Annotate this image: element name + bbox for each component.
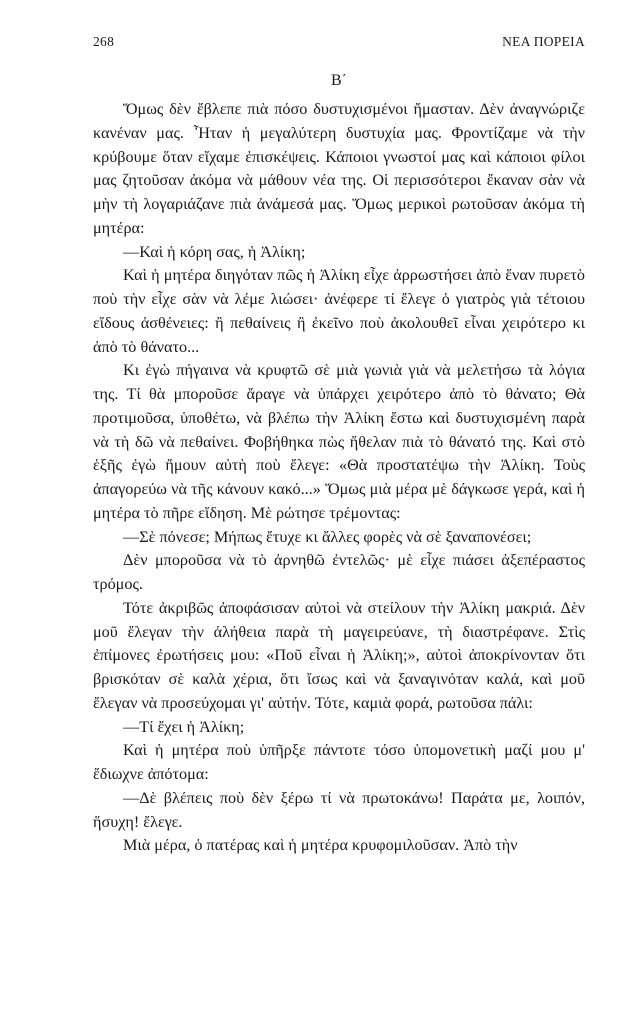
paragraph: Δὲν μποροῦσα νὰ τὸ ἀρνηθῶ ἐντελῶς· μὲ εἶχε πιάσει ἀξεπέραστος τρόμος.: [93, 551, 585, 593]
body-text: [93, 98, 585, 858]
paragraph: Καὶ ἡ μητέρα ποὺ ὑπῆρξε πάντοτε τόσο ὑπομονετικὴ μαζί μου μ' ἔδιωχνε ἀπότομα:: [93, 741, 585, 783]
paragraph: Μιὰ μέρα, ὁ πατέρας καὶ ἡ μητέρα κρυφομιλοῦσαν. Ἀπὸ τὴν: [123, 836, 518, 855]
page-number: 268: [93, 34, 115, 49]
paragraph: Καὶ ἡ μητέρα διηγόταν πῶς ἡ Ἀλίκη εἶχε ἀρρωστήσει ἀπὸ ἕναν πυρετὸ ποὺ τὴν εἶχε σὰν νὰ λέμε λιώσει· ἀνέφερε τί ἔλεγε ὁ γιατρὸς γιὰ τέτοιου εἴδους ἀσθένειες: ἢ πεθαίνεις ἢ ἐκεῖνο ποὺ ἀκολουθεῖ εἶναι χειρότερο κι ἀπὸ τὸ θάνατο...: [93, 266, 585, 356]
section-heading: Β΄: [331, 72, 347, 89]
paragraph: Ὅμως δὲν ἔβλεπε πιὰ πόσο δυστυχισμένοι ἤμασταν. Δὲν ἀναγνώριζε κανέναν μας. Ἦταν ἡ μεγαλύτερη δυστυχία μας. Φροντίζαμε νὰ τὴν κρύβουμε ὅταν εἴχαμε ἐπισκέψεις. Κάποιοι γνωστοί μας καὶ κάποιοι φίλοι μας ζητοῦσαν ἀκόμα νὰ μάθουν νέα της. Οἱ περισσότεροι ἔκαναν σὰν νὰ μὴν τὴ λογαριάζανε πιὰ ἀνάμεσά μας. Ὅμως μερικοὶ ρωτοῦσαν ἀκόμα τὴ μητέρα:: [93, 100, 585, 237]
paragraph: —Τί ἔχει ἡ Ἀλίκη;: [123, 717, 245, 736]
paragraph: —Καὶ ἡ κόρη σας, ἡ Ἀλίκη;: [123, 242, 306, 261]
page-header: [93, 34, 585, 54]
paragraph: —Σὲ πόνεσε; Μήπως ἔτυχε κι ἄλλες φορὲς νὰ σὲ ξαναπονέσει;: [123, 527, 532, 546]
paragraph: Κι ἐγὼ πήγαινα νὰ κρυφτῶ σὲ μιὰ γωνιὰ γιὰ νὰ μελετήσω τὰ λόγια της. Τί θὰ μποροῦσε ἄραγε νὰ ὑπάρχει χειρότερο ἀπὸ τὸ θάνατο; Θὰ προτιμοῦσα, ὑποθέτω, νὰ βλέπω τὴν Ἀλίκη ἔστω καὶ δυστυχισμένη παρὰ νὰ τὴ δῶ νὰ πεθαίνει. Φοβήθηκα πὼς ἤθελαν πιὰ τὸ θάνατό της. Καὶ στὸ ἑξῆς ἐγὼ ἤμουν αὐτὴ ποὺ ἔλεγε: «Θὰ προστατέψω τὴν Ἀλίκη. Τοὺς ἀπαγορεύω νὰ τῆς κάνουν κακό...» Ὅμως μιὰ μέρα μὲ δάγκωσε γερά, καὶ ἡ μητέρα τὸ πῆρε εἴδηση. Μὲ ρώτησε τρέμοντας:: [93, 361, 585, 522]
paragraph: —Δὲ βλέπεις ποὺ δὲν ξέρω τί νὰ πρωτοκάνω! Παράτα με, λοιπόν, ἥσυχη! ἔλεγε.: [93, 788, 585, 831]
running-head: ΝΕΑ ΠΟΡΕΙΑ: [502, 34, 585, 49]
paragraph: Τότε ἀκριβῶς ἀποφάσισαν αὐτοὶ νὰ στείλουν τὴν Ἀλίκη μακριά. Δὲν μοῦ ἔλεγαν τὴν ἀλήθεια παρὰ τὴ μαγειρεύανε, τὴ διαστρέφανε. Στὶς ἐπίμονες ἐρωτήσεις μου: «Ποῦ εἶναι ἡ Ἀλίκη;», αὐτοὶ ἀποκρίνονταν ὅτι βρισκόταν σὲ καλὰ χέρια, ὅτι ἴσως καὶ νὰ ξαναγινόταν καλά, καὶ μοῦ ἔλεγαν νὰ προσεύχομαι γι' αὐτήν. Τότε, καμιὰ φορά, ρωτοῦσα πάλι:: [93, 598, 585, 712]
